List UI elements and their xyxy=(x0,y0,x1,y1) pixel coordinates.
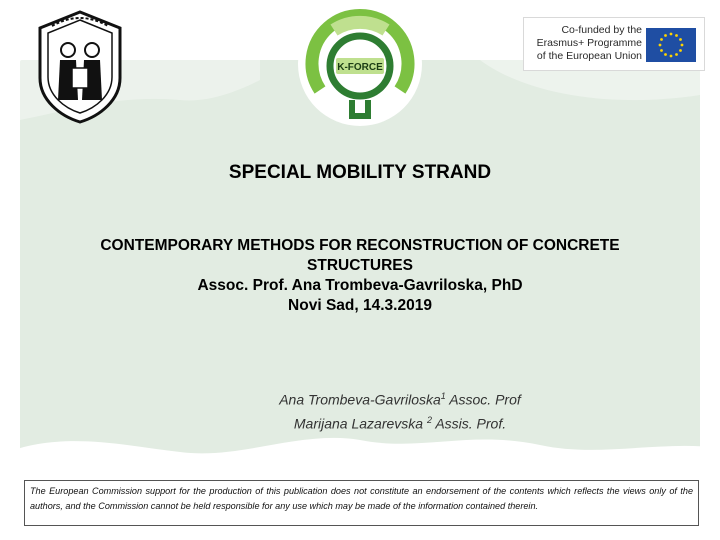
place-date: Novi Sad, 14.3.2019 xyxy=(288,297,432,314)
author-line xyxy=(240,386,560,410)
author-sup: 1 xyxy=(440,391,446,401)
eu-line-2: Erasmus+ Programme xyxy=(536,37,642,49)
eu-cofunded-logo xyxy=(523,17,705,71)
eu-line-1: Co-funded by the xyxy=(561,24,642,36)
presenter: Assoc. Prof. Ana Trombeva-Gavriloska, PhD xyxy=(197,277,523,294)
eu-disclaimer: The European Commission support for the production of this publication does not constitute an endorsement of the contents which reflects the views only of the authors, and the Commission cannot be held responsible for any use which may be made of the information contained therein. xyxy=(24,480,699,526)
university-seal-logo xyxy=(28,8,132,126)
author-name: Marijana Lazarevska xyxy=(293,415,424,432)
author-sup: 2 xyxy=(426,414,432,425)
eu-flag-icon xyxy=(646,28,696,62)
subtitle-line-1: CONTEMPORARY METHODS FOR RECONSTRUCTION OF CONCRETE xyxy=(100,237,620,254)
authors-list xyxy=(240,386,560,433)
eu-logo-text xyxy=(532,24,642,63)
subtitle-line-2: STRUCTURES xyxy=(307,257,413,274)
author-role: Assis. Prof. xyxy=(435,415,507,432)
k-force-label: K-FORCE xyxy=(337,62,383,73)
slide-subtitle xyxy=(50,236,670,316)
author-name: Ana Trombeva-Gavriloska xyxy=(279,391,441,408)
author-line xyxy=(240,410,560,434)
eu-line-3: of the European Union xyxy=(536,50,642,62)
author-role: Assoc. Prof xyxy=(449,391,521,408)
k-force-logo xyxy=(290,0,430,132)
slide-title: SPECIAL MOBILITY STRAND xyxy=(228,162,492,183)
